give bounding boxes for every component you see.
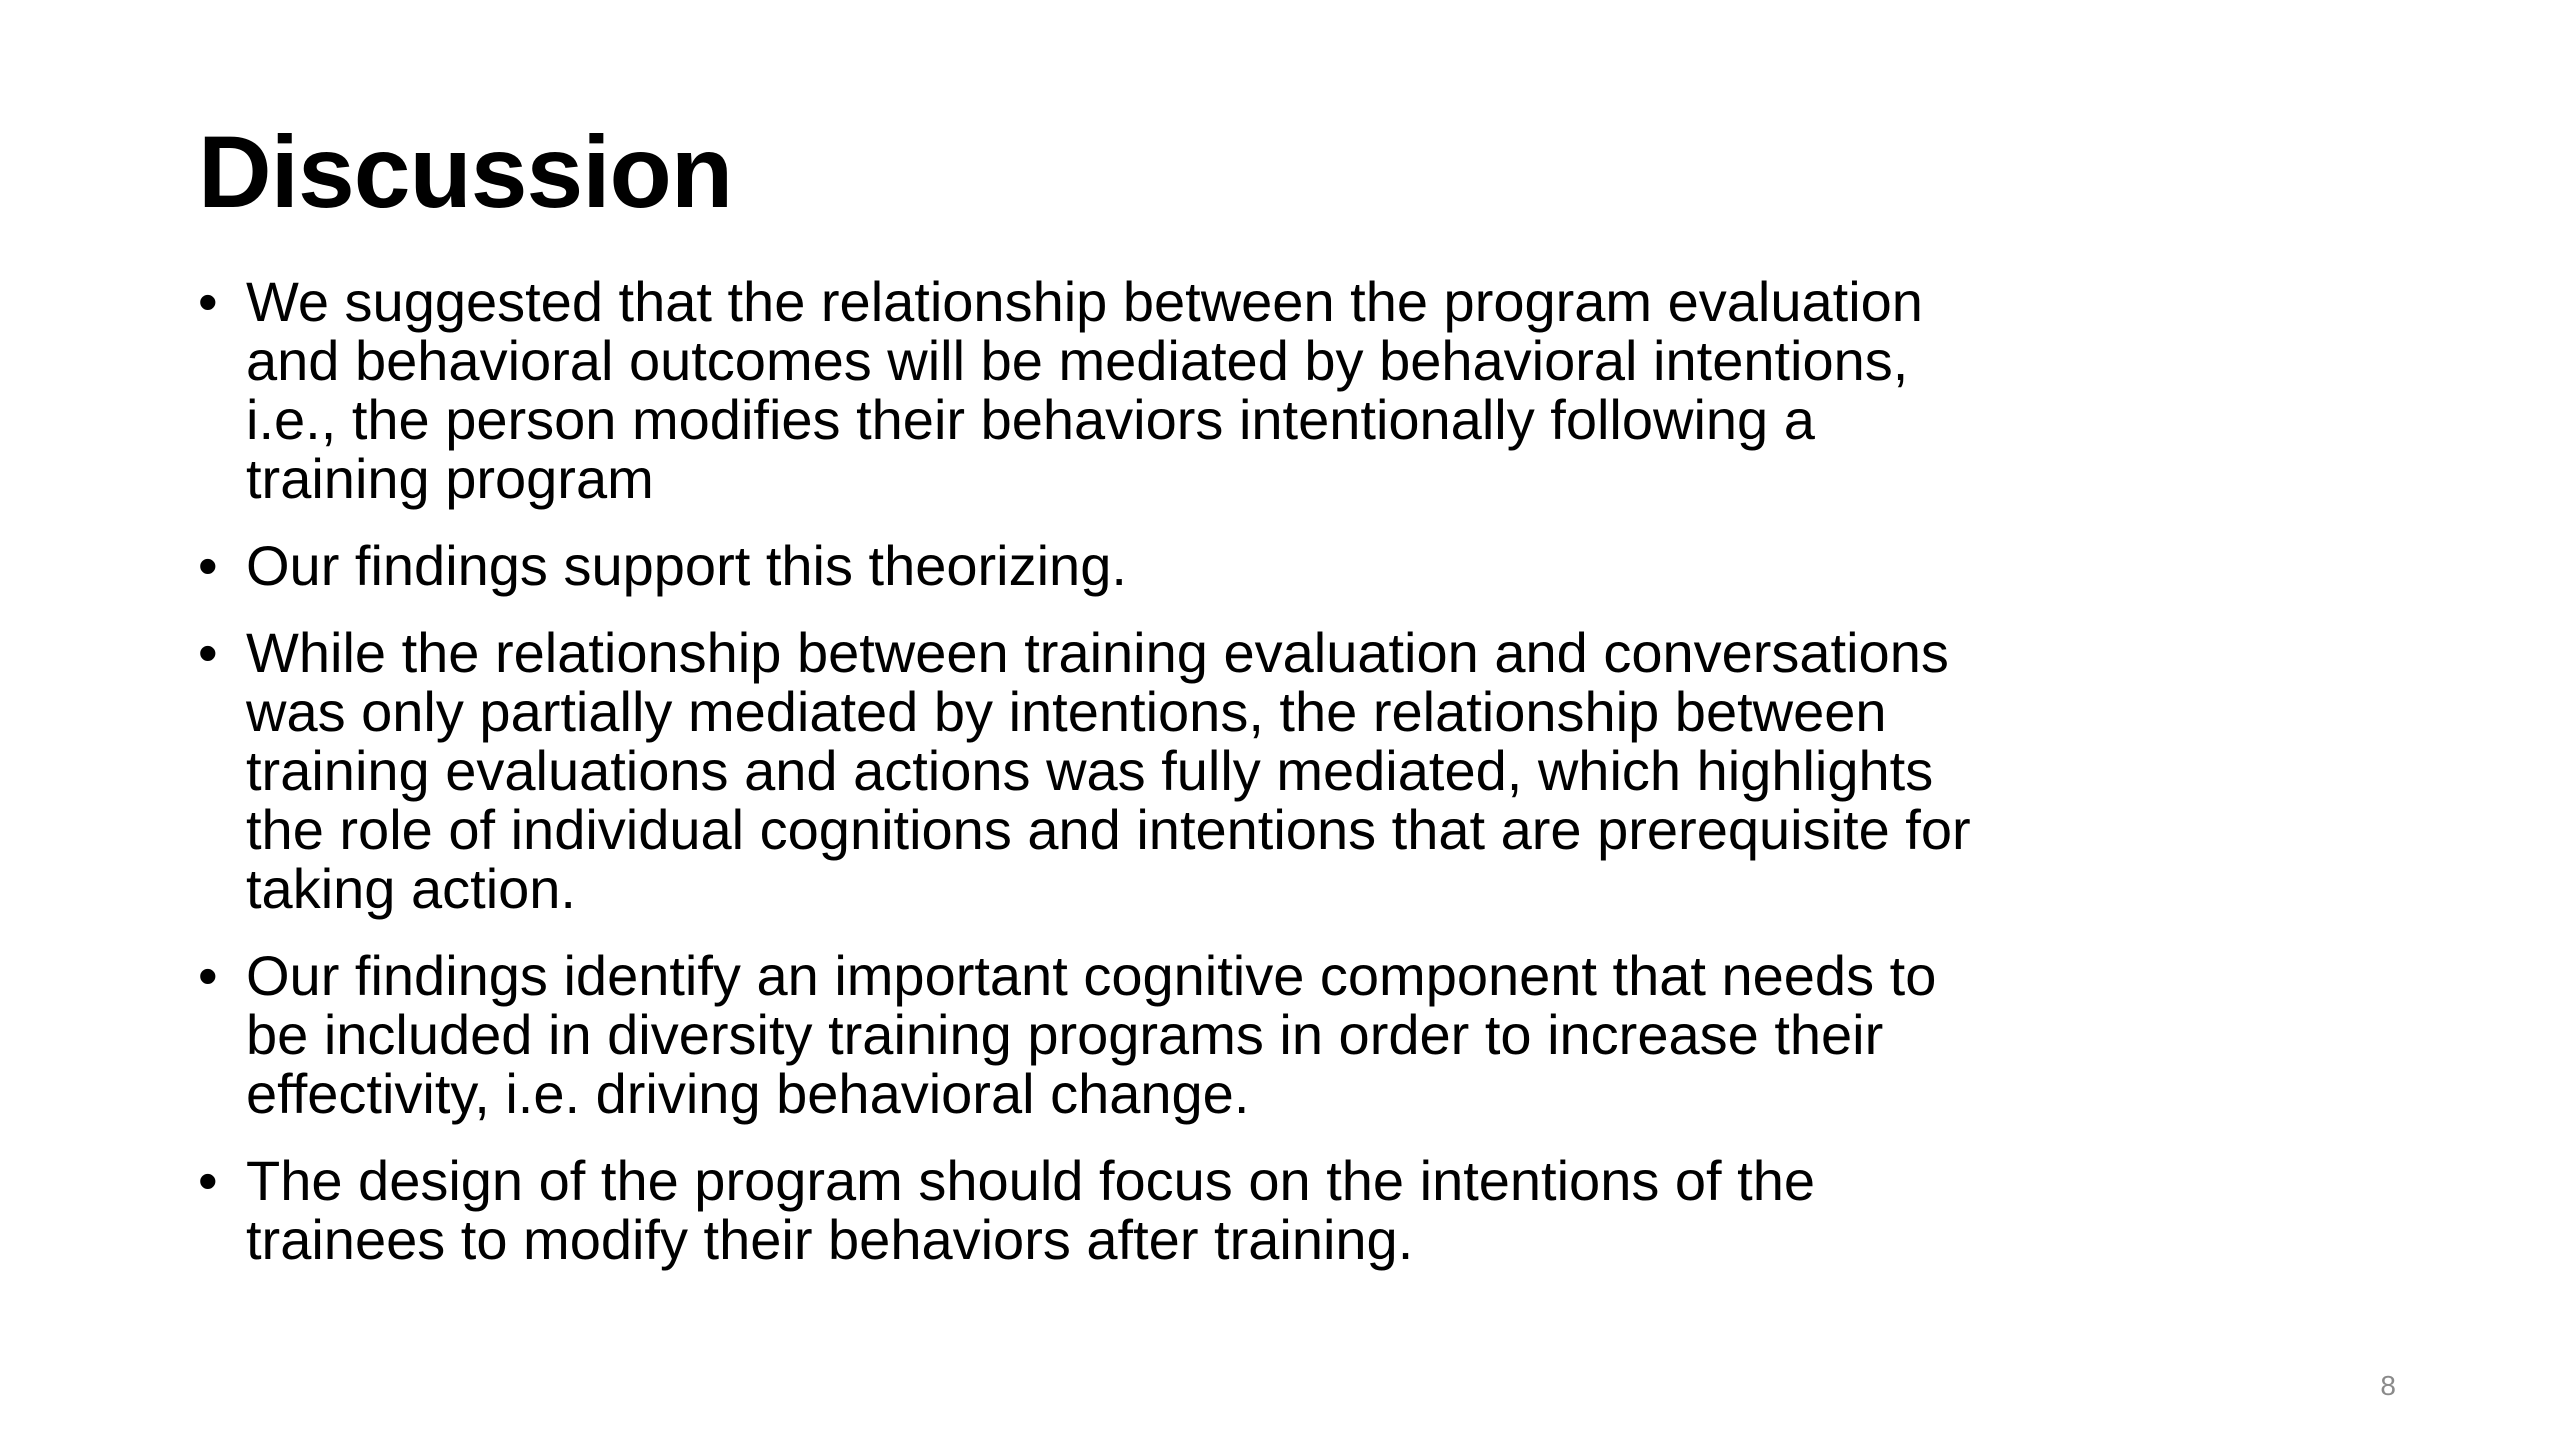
bullet-item (198, 536, 2378, 595)
bullet-item (198, 1151, 2378, 1269)
bullet-list (198, 272, 2378, 1297)
bullet-line: trainees to modify their behaviors after training. (246, 1208, 1414, 1271)
bullet-line: training program (246, 447, 654, 510)
bullet-line: taking action. (246, 857, 576, 920)
bullet-line: training evaluations and actions was fully mediated, which highlights (246, 739, 1934, 802)
bullet-icon: • (198, 944, 218, 1007)
bullet-line: Our findings support this theorizing. (246, 534, 1127, 597)
bullet-item (198, 623, 2378, 918)
bullet-line: be included in diversity training programs in order to increase their (246, 1003, 1884, 1066)
bullet-icon: • (198, 621, 218, 684)
bullet-line: was only partially mediated by intentions, the relationship between (246, 680, 1887, 743)
bullet-text (246, 1151, 2378, 1269)
bullet-icon: • (198, 1149, 218, 1212)
bullet-line: and behavioral outcomes will be mediated by behavioral intentions, (246, 329, 1909, 392)
bullet-line: We suggested that the relationship between the program evaluation (246, 270, 1923, 333)
bullet-line: The design of the program should focus on the intentions of the (246, 1149, 1816, 1212)
slide-title: Discussion (198, 115, 733, 229)
bullet-line: i.e., the person modifies their behaviors intentionally following a (246, 388, 1815, 451)
bullet-line: While the relationship between training evaluation and conversations (246, 621, 1949, 684)
page-number: 8 (2380, 1370, 2396, 1401)
bullet-line: the role of individual cognitions and intentions that are prerequisite for (246, 798, 1971, 861)
bullet-text (246, 536, 2378, 595)
bullet-icon: • (198, 534, 218, 597)
bullet-icon: • (198, 270, 218, 333)
bullet-line: Our findings identify an important cognitive component that needs to (246, 944, 1937, 1007)
bullet-text (246, 272, 2378, 508)
bullet-text (246, 623, 2378, 918)
bullet-item (198, 946, 2378, 1123)
bullet-item (198, 272, 2378, 508)
bullet-text (246, 946, 2378, 1123)
bullet-line: effectivity, i.e. driving behavioral change. (246, 1062, 1250, 1125)
